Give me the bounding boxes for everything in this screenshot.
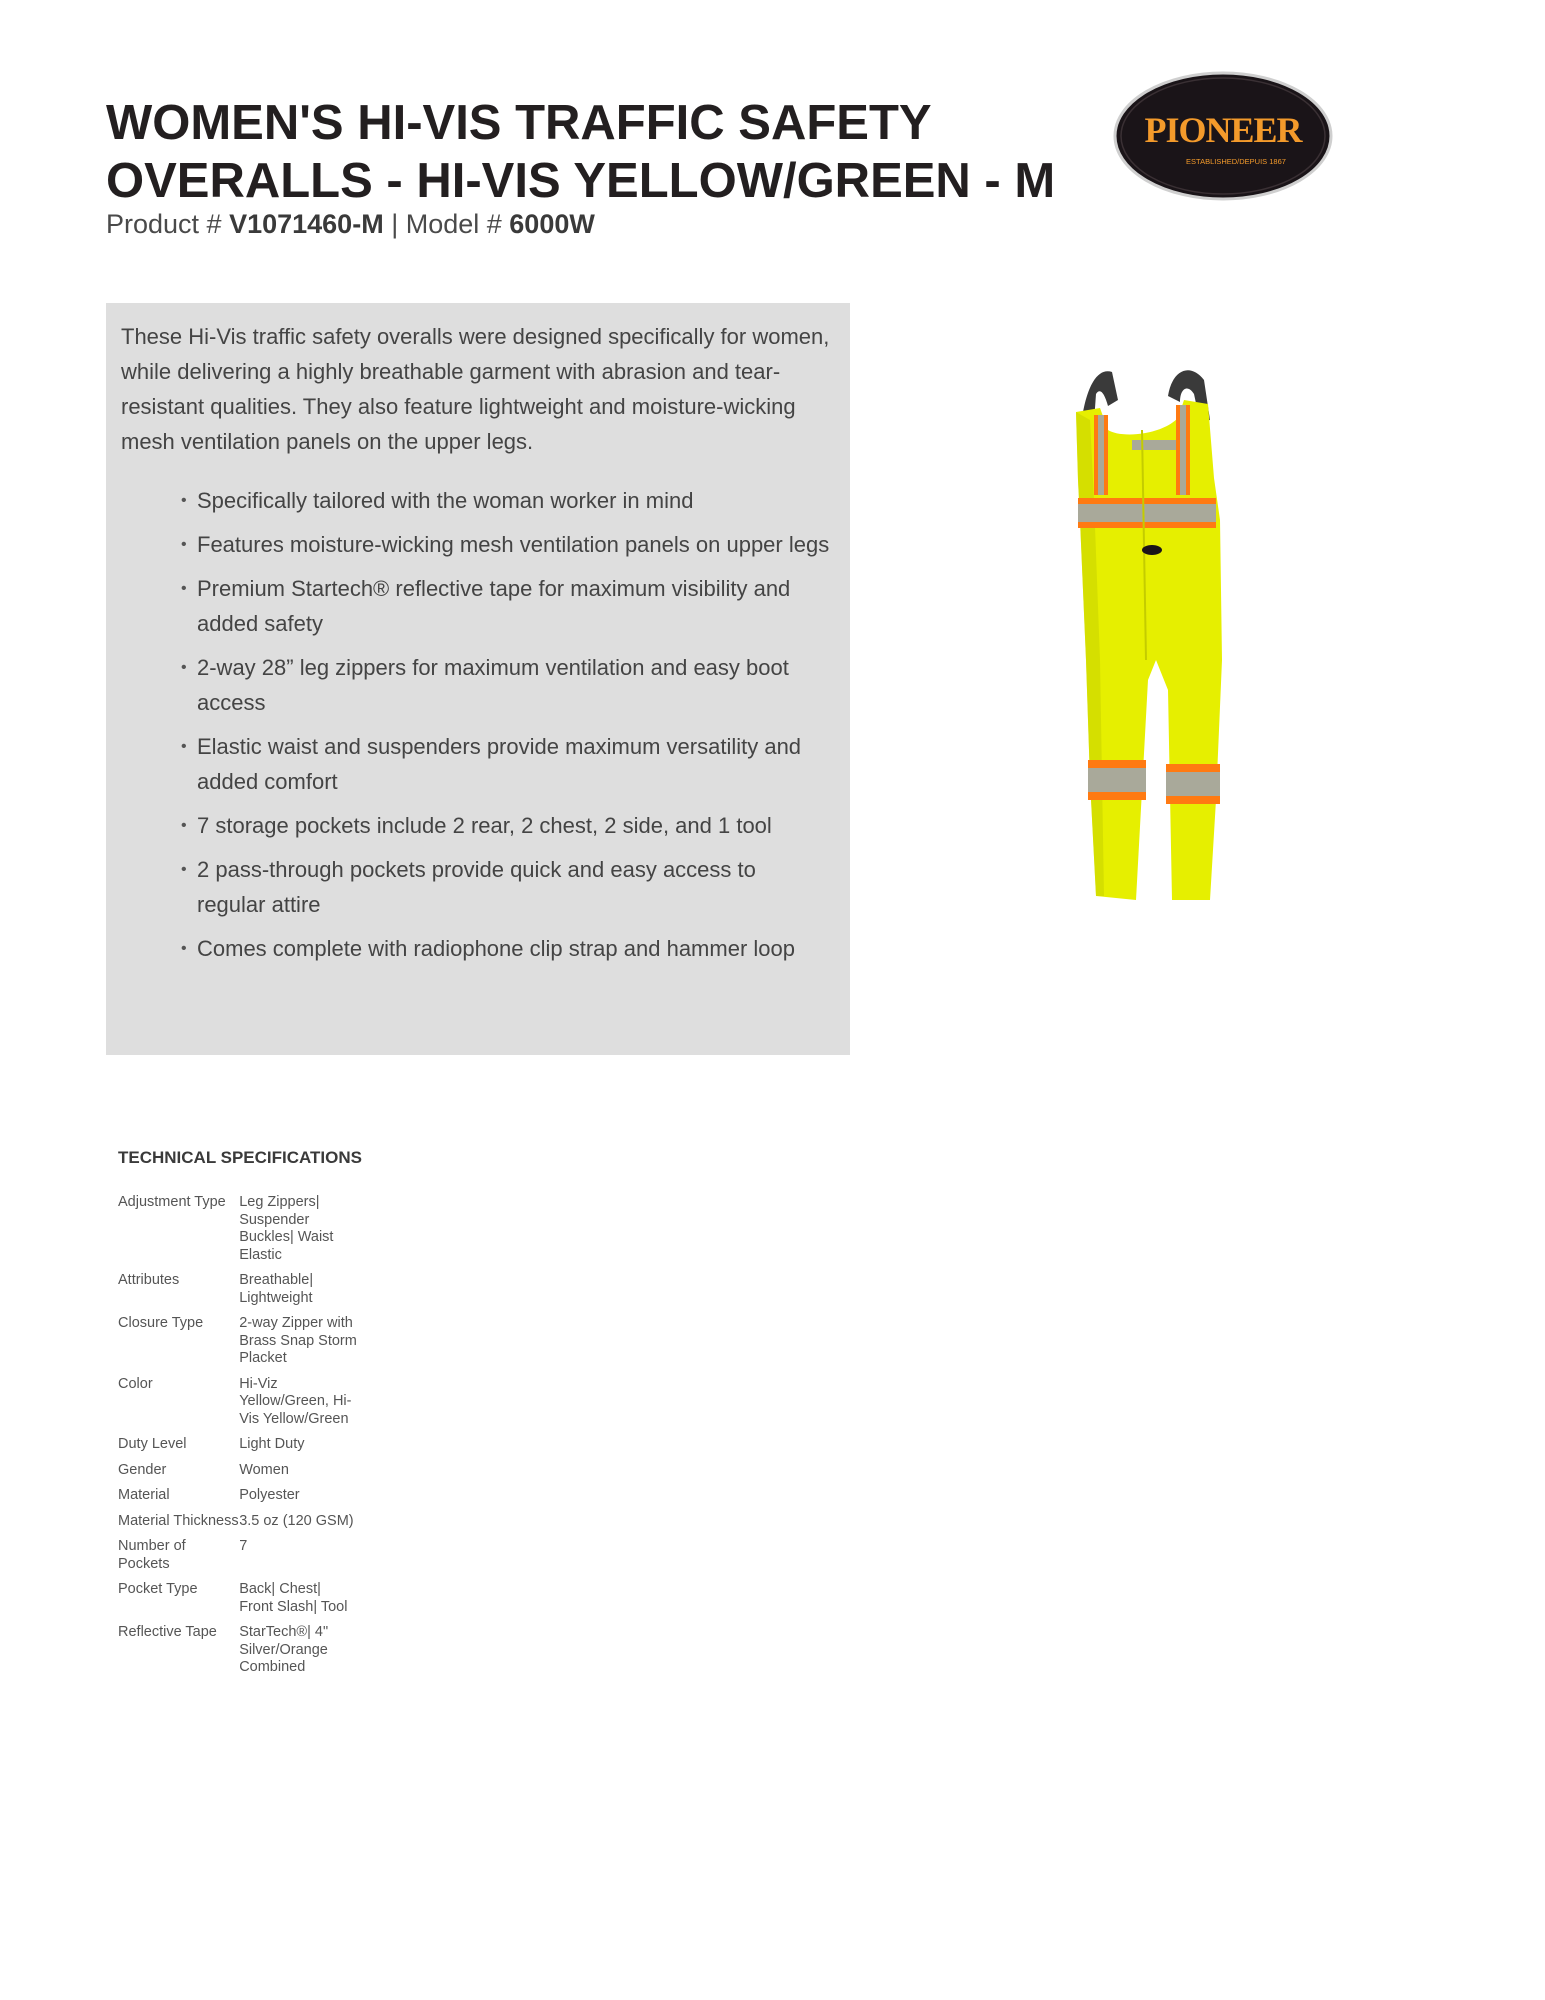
table-row — [118, 1272, 358, 1315]
description-panel — [106, 303, 850, 1055]
logo-brand: PIONEER — [1144, 110, 1302, 150]
feature-item: • Comes complete with radiophone clip strap and hammer loop — [181, 931, 830, 966]
spec-value: 3.5 oz (120 GSM) — [239, 1512, 354, 1529]
table-row — [118, 1436, 358, 1462]
separator: | — [383, 209, 406, 239]
spec-key: Number of Pockets — [118, 1538, 186, 1572]
feature-item: • Elastic waist and suspenders provide maximum versatility and added comfort — [181, 729, 830, 799]
spec-value: Women — [239, 1461, 289, 1478]
feature-list — [121, 483, 830, 966]
table-row — [118, 1581, 358, 1624]
spec-key: Gender — [118, 1461, 167, 1478]
specs-table — [118, 1194, 358, 1685]
feature-item: • Features moisture-wicking mesh ventilation panels on upper legs — [181, 527, 830, 562]
product-image — [1060, 360, 1240, 910]
table-row — [118, 1538, 358, 1581]
page-title: WOMEN'S HI-VIS TRAFFIC SAFETY OVERALLS - HI-VIS YELLOW/GREEN - M — [106, 96, 1056, 208]
feature-item: • 7 storage pockets include 2 rear, 2 chest, 2 side, and 1 tool — [181, 808, 830, 843]
description-intro: These Hi-Vis traffic safety overalls were designed specifically for women, while delivering a highly breathable garment with abrasion and tear-resistant qualities. They also feature lightweight and moisture-wicking mesh ventilation panels on the upper legs. — [121, 324, 830, 454]
spec-value: 2-way Zipper with Brass Snap Storm Placket — [239, 1315, 357, 1366]
spec-value: Back| Chest| Front Slash| Tool — [239, 1581, 348, 1615]
spec-value: 7 — [239, 1538, 248, 1554]
spec-key: Reflective Tape — [118, 1624, 217, 1640]
spec-key: Closure Type — [118, 1315, 204, 1331]
spec-key: Duty Level — [118, 1436, 187, 1452]
feature-item: • 2-way 28” leg zippers for maximum ventilation and easy boot access — [181, 650, 830, 720]
table-row — [118, 1624, 358, 1685]
table-row — [118, 1462, 358, 1488]
spec-key: Material — [118, 1487, 170, 1503]
spec-key: Material Thickness — [118, 1512, 239, 1529]
model-number-label: Model # — [405, 209, 510, 239]
table-row — [118, 1487, 358, 1513]
pioneer-logo — [1112, 70, 1334, 202]
spec-key: Pocket Type — [118, 1581, 198, 1597]
specs-heading: TECHNICAL SPECIFICATIONS — [118, 1148, 362, 1167]
feature-item: • Premium Startech® reflective tape for maximum visibility and added safety — [181, 571, 830, 641]
logo-tagline: ESTABLISHED/DEPUIS 1867 — [1186, 157, 1286, 166]
table-row — [118, 1376, 358, 1437]
spec-value: Light Duty — [239, 1436, 305, 1452]
table-row — [118, 1194, 358, 1272]
spec-value: Hi-Viz Yellow/Green, Hi-Vis Yellow/Green — [239, 1375, 352, 1427]
spec-value: Breathable| Lightweight — [239, 1272, 314, 1306]
feature-item: • Specifically tailored with the woman worker in mind — [181, 483, 830, 518]
spec-key: Color — [118, 1375, 153, 1392]
spec-value: Polyester — [239, 1487, 300, 1503]
product-identifiers — [106, 209, 595, 240]
product-number-label: Product # — [106, 209, 230, 239]
feature-item: • 2 pass-through pockets provide quick and easy access to regular attire — [181, 852, 830, 922]
spec-key: Adjustment Type — [118, 1194, 226, 1210]
table-row — [118, 1315, 358, 1376]
model-number: 6000W — [509, 209, 595, 239]
spec-value: StarTech®| 4" Silver/Orange Combined — [239, 1624, 329, 1675]
table-row — [118, 1513, 358, 1539]
spec-key: Attributes — [118, 1272, 180, 1288]
spec-value: Leg Zippers| Suspender Buckles| Waist Elastic — [239, 1194, 334, 1263]
product-number: V1071460-M — [229, 209, 384, 239]
